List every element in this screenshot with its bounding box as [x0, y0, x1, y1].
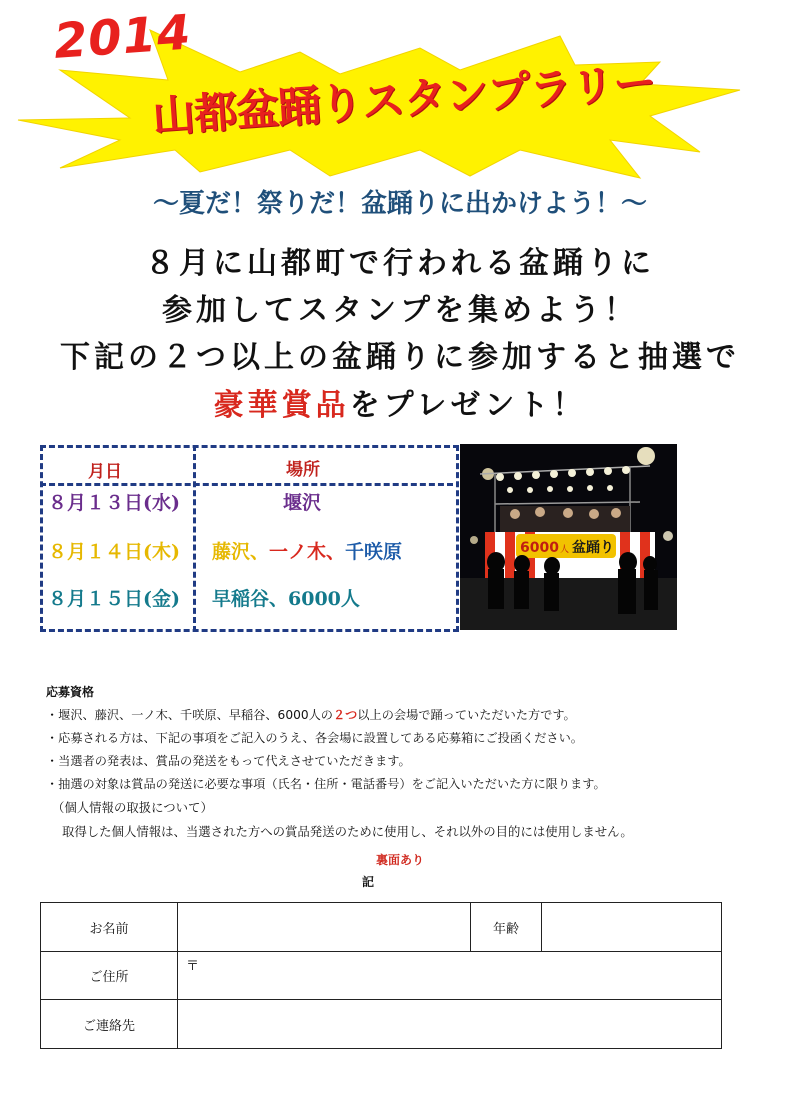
ki-marker: 記 [362, 875, 375, 889]
schedule-date-3: ８月１５日(金) [48, 588, 180, 610]
schedule-place-3: 早稲谷、6000人 [212, 588, 360, 610]
schedule-divider-vertical [193, 445, 196, 632]
rule-item-4: ・抽選の対象は賞品の発送に必要な事項（氏名・住所・電話番号）をご記入いただいた方に限ります。 [46, 777, 606, 791]
age-field[interactable] [542, 903, 722, 952]
contact-label: ご連絡先 [41, 1000, 178, 1049]
contact-field[interactable] [178, 1000, 722, 1049]
sign-nin: 人 [560, 545, 570, 555]
rule-item-1 [46, 706, 576, 723]
privacy-text: 取得した個人情報は、当選された方への賞品発送のために使用し、それ以外の目的には使用しません。 [62, 824, 633, 839]
schedule-header-place: 場所 [286, 460, 320, 480]
schedule-place-1: 堰沢 [283, 492, 322, 514]
age-label: 年齢 [471, 903, 542, 952]
bon-odori-photo [460, 444, 677, 630]
schedule-date-2: ８月１４日(木) [48, 541, 180, 563]
schedule-header-date: 月日 [88, 462, 122, 482]
place-chisakibara: 千咲原 [345, 541, 403, 563]
schedule-divider-horizontal [40, 483, 453, 486]
lead-line-1: ８月に山都町で行われる盆踊りに [145, 246, 655, 281]
lead-line-2: 参加してスタンプを集めよう！ [162, 293, 638, 328]
privacy-heading: （個人情報の取扱について） [52, 800, 213, 815]
sign-bonodori: 盆踊り [572, 540, 614, 556]
lead-line-4 [0, 380, 800, 424]
rule-item-1-text: ・堰沢、藤沢、一ノ木、千咲原、早稲谷、6000人の [46, 708, 333, 722]
name-field[interactable] [178, 903, 471, 952]
rules-heading: 応募資格 [46, 685, 95, 699]
back-side-note: 裏面あり [375, 853, 424, 867]
address-label: ご住所 [41, 952, 178, 1000]
postal-mark: 〒 [186, 959, 200, 974]
schedule-place-2 [212, 537, 402, 564]
rule-item-3: ・当選者の発表は、賞品の発送をもって代えさせていただきます。 [46, 754, 411, 768]
entry-form [40, 902, 722, 1049]
rule-item-2: ・応募される方は、下記の事項をご記入のうえ、各会場に設置してある応募箱にご投函ください。 [46, 731, 583, 745]
year-title: 2014 [52, 4, 194, 70]
place-ichinoki: 一ノ木、 [269, 541, 346, 563]
address-field[interactable] [178, 952, 722, 1000]
rule-item-1-highlight: ２つ [332, 708, 358, 722]
event-title: 山都盆踊りスタンプラリー [150, 57, 657, 143]
name-label: お名前 [41, 903, 178, 952]
sign-6000: 6000 [520, 540, 559, 556]
lead-line-3: 下記の２つ以上の盆踊りに参加すると抽選で [60, 340, 740, 375]
event-subtitle: ～夏だ！祭りだ！盆踊りに出かけよう！～ [152, 189, 647, 219]
place-fujisawa: 藤沢、 [212, 541, 270, 563]
rule-item-1-text-end: 以上の会場で踊っていただいた方です。 [357, 708, 576, 722]
prize-highlight: 豪華賞品 [213, 388, 350, 423]
lead-line-4-rest: をプレゼント！ [349, 388, 587, 423]
schedule-date-1: ８月１３日(水) [48, 492, 180, 514]
